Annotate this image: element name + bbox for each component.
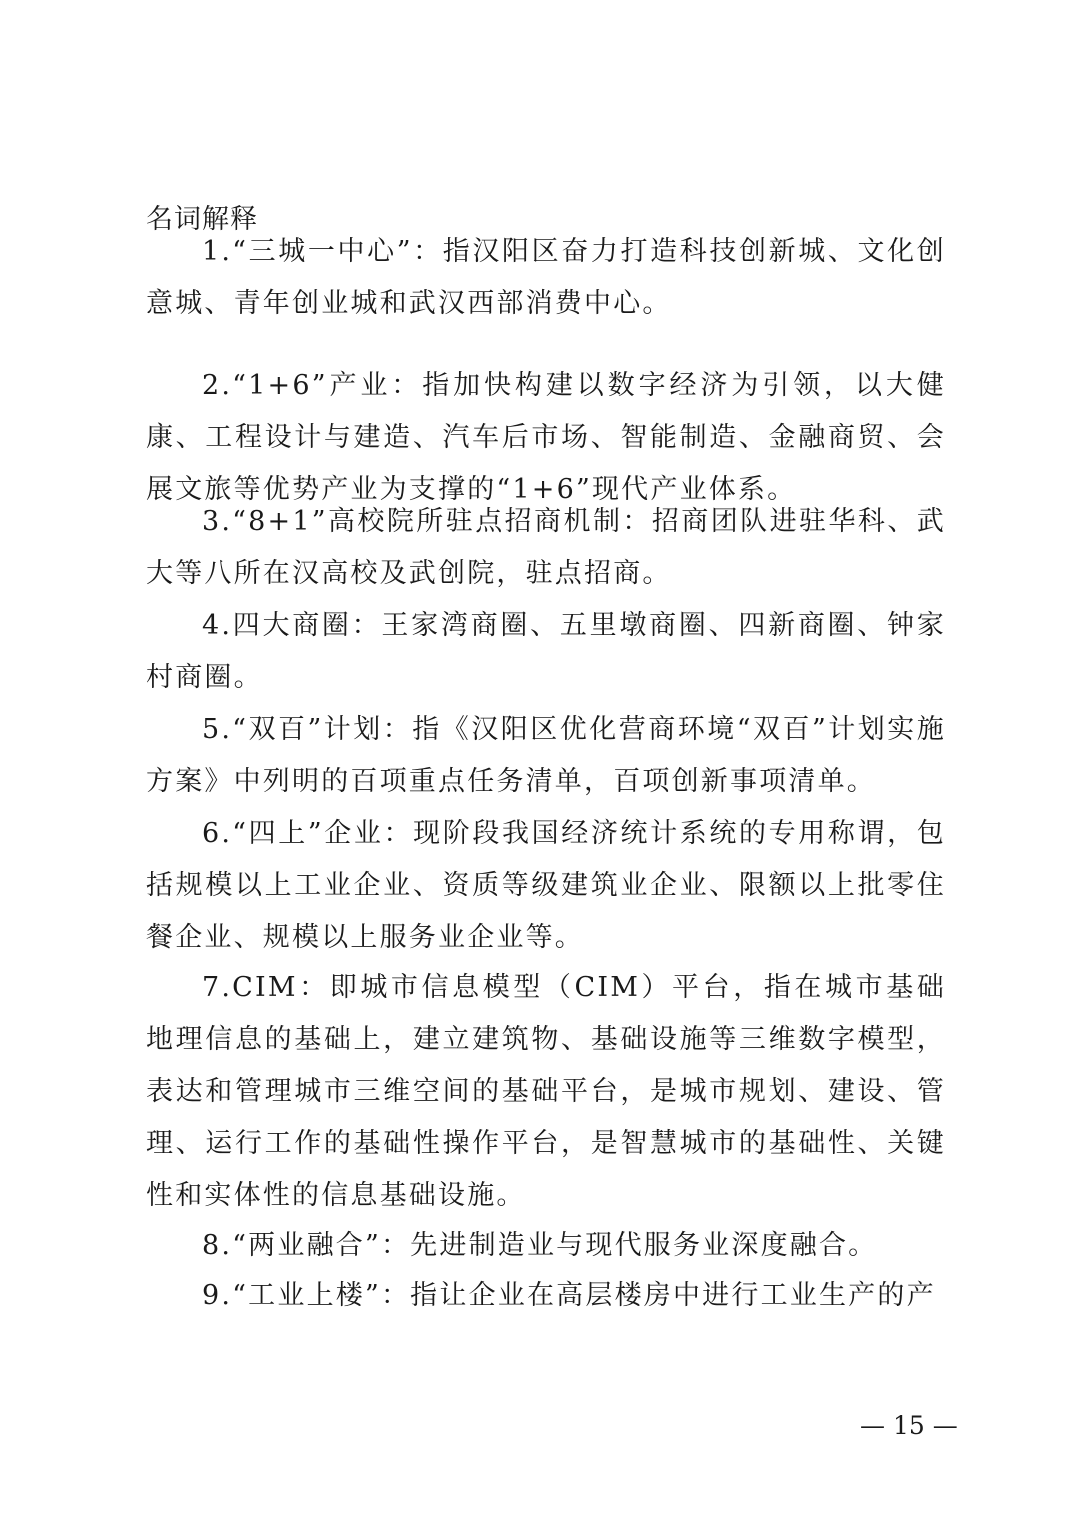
glossary-entry-3: 3.“8+1”高校院所驻点招商机制：招商团队进驻华科、武大等八所在汉高校及武创院，驻点招商。 [146,506,946,589]
glossary-entry-2: 2.“1+6”产业：指加快构建以数字经济为引领，以大健康、工程设计与建造、汽车后市场、智能制造、金融商贸、会展文旅等优势产业为支撑的“1+6”现代产业体系。 [146,370,946,505]
page-number: — 15 — [860,1411,958,1440]
glossary-entry-9: 9.“工业上楼”：指让企业在高层楼房中进行工业生产的产 [202,1280,936,1311]
glossary-entry-1: 1.“三城一中心”：指汉阳区奋力打造科技创新城、文化创意城、青年创业城和武汉西部消费中心。 [146,236,946,319]
glossary-entry-8: 8.“两业融合”：先进制造业与现代服务业深度融合。 [202,1230,878,1261]
glossary-entry-6: 6.“四上”企业：现阶段我国经济统计系统的专用称谓，包括规模以上工业企业、资质等级建筑业企业、限额以上批零住餐企业、规模以上服务业企业等。 [146,818,946,953]
glossary-entry-7: 7.CIM：即城市信息模型（CIM）平台，指在城市基础地理信息的基础上，建立建筑物、基础设施等三维数字模型，表达和管理城市三维空间的基础平台，是城市规划、建设、管理、运行工作的基础性操作平台，是智慧城市的基础性、关键性和实体性的信息基础设施。 [146,972,946,1211]
glossary-entry-5: 5.“双百”计划：指《汉阳区优化营商环境“双百”计划实施方案》中列明的百项重点任务清单，百项创新事项清单。 [146,714,946,797]
glossary-entry-4: 4.四大商圈：王家湾商圈、五里墩商圈、四新商圈、钟家村商圈。 [146,610,946,693]
section-heading: 名词解释 [146,204,258,235]
